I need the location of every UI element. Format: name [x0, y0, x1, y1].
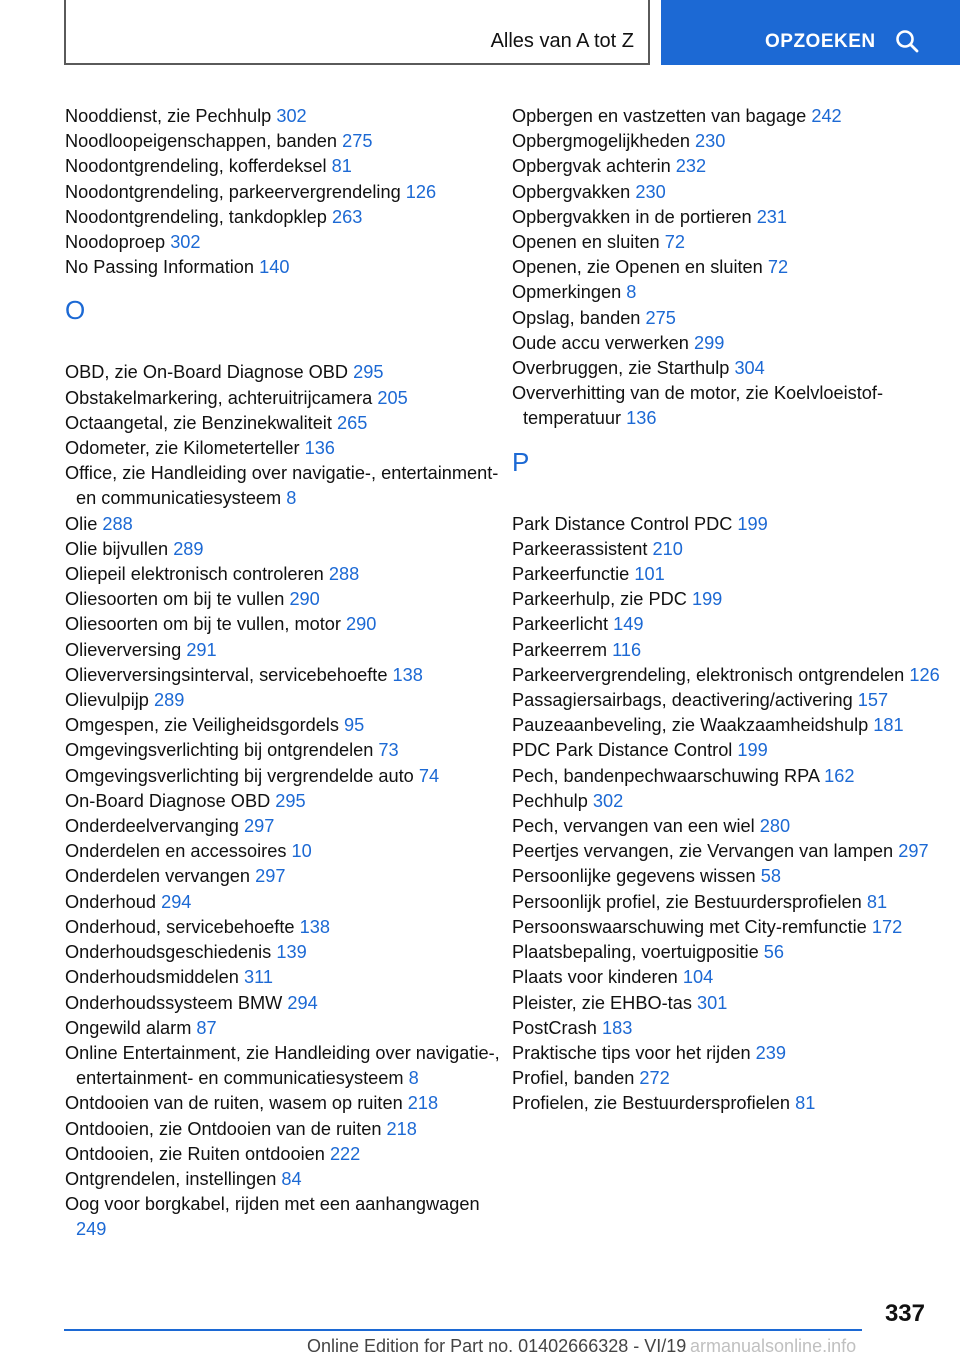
index-entry: [65, 612, 505, 637]
index-entry-text: Onderhoudssysteem BMW: [65, 992, 283, 1013]
index-entry: [65, 154, 505, 179]
index-entry: [512, 839, 952, 864]
index-entry: [65, 814, 505, 839]
page-reference-link[interactable]: 230: [695, 131, 726, 152]
index-entry-text: Onderhoudsgeschiedenis: [65, 942, 272, 963]
index-entry: [65, 663, 505, 688]
page-reference-link[interactable]: 10: [291, 841, 312, 862]
index-entry: [512, 180, 952, 205]
index-entry-text: Olievulpijp: [65, 690, 149, 711]
index-entry: [65, 1192, 505, 1242]
page-reference-link[interactable]: 136: [626, 408, 657, 429]
index-entry: [65, 1167, 505, 1192]
index-letter-heading: P: [512, 446, 530, 477]
page-reference-link[interactable]: 199: [737, 740, 768, 761]
index-entry: [65, 1041, 505, 1091]
index-entry: [512, 1016, 952, 1041]
index-entry: [65, 562, 505, 587]
edition-note: Online Edition for Part no. 01402666328 - VI/19: [307, 1336, 687, 1356]
index-entry-text: Praktische tips voor het rijden: [512, 1042, 751, 1063]
page-reference-link[interactable]: 295: [353, 362, 384, 383]
page-reference-link[interactable]: 280: [759, 816, 791, 837]
page-reference-link[interactable]: 138: [299, 916, 330, 937]
index-entry-text: Profiel, banden: [512, 1068, 635, 1089]
page-reference-link[interactable]: 297: [243, 816, 275, 837]
page-reference-link[interactable]: 297: [255, 866, 286, 887]
index-entry: [512, 1091, 952, 1116]
index-entry-text: Ontdooien, zie Ruiten ontdooien: [65, 1143, 325, 1164]
index-entry-text: On-Board Diagnose OBD: [65, 790, 271, 811]
page-reference-link[interactable]: 72: [664, 232, 685, 253]
index-entry-text: Peertjes vervangen, zie Vervangen van lampen: [512, 841, 894, 862]
page-reference-link[interactable]: 230: [635, 181, 666, 202]
index-entry: [512, 587, 952, 612]
index-entry-text: Persoonlijke gegevens wissen: [512, 866, 756, 887]
search-button[interactable]: [661, 0, 960, 65]
index-entry: [65, 965, 505, 990]
index-entry-text: Profielen, zie Bestuurdersprofielen: [512, 1093, 791, 1114]
index-entry-text: Onderdelen vervangen: [65, 866, 251, 887]
index-entry-text: Obstakelmarkering, achteruitrijcamera: [65, 387, 373, 408]
index-entry: [65, 537, 505, 562]
page-reference-link[interactable]: 299: [693, 332, 725, 353]
section-tab[interactable]: [64, 0, 650, 65]
index-entry-text: Opbergvak achterin: [512, 156, 671, 177]
index-entry-text: Openen en sluiten: [512, 232, 660, 253]
page-reference-link[interactable]: 81: [866, 891, 888, 912]
index-entry: [65, 738, 505, 763]
index-entry-text: Pauzeaanbeveling, zie Waakzaamheidshulp: [512, 715, 869, 736]
index-entry-text: Parkeervergrendeling, elektronisch ontgrendelen: [512, 664, 905, 685]
index-entry-text: Opbergvakken in de portieren: [512, 206, 752, 227]
index-entry: [65, 864, 505, 889]
index-entry-text: Noodloopeigenschappen, banden: [65, 131, 338, 152]
page-reference-link[interactable]: 231: [756, 206, 788, 227]
page-reference-link[interactable]: 149: [613, 614, 644, 635]
page-reference-link[interactable]: 304: [734, 358, 765, 379]
index-entry-text: Ontdooien, zie Ontdooien van de ruiten: [65, 1118, 382, 1139]
index-entry: [512, 764, 952, 789]
index-entry-text: Office, zie Handleiding over navigatie-, entertainment- en communicatiesysteem: [65, 463, 499, 509]
index-entry: [65, 940, 505, 965]
index-entry-text: PDC Park Distance Control: [512, 740, 733, 761]
index-entry-text: Ongewild alarm: [65, 1017, 192, 1038]
page-reference-link[interactable]: 140: [259, 257, 290, 278]
index-entry: [512, 915, 952, 940]
index-entry-text: Pech, vervangen van een wiel: [512, 816, 755, 837]
page-reference-link[interactable]: 72: [767, 257, 789, 278]
page-reference-link[interactable]: 8: [408, 1068, 419, 1089]
index-entry-text: Olieverversing: [65, 639, 182, 660]
index-entry-text: Oliesoorten om bij te vullen: [65, 589, 285, 610]
index-entry: [512, 230, 952, 255]
index-entry-text: Noodontgrendeling, parkeervergrendeling: [65, 181, 401, 202]
index-entry: [65, 360, 505, 385]
index-entry: [512, 205, 952, 230]
index-entry-text: Omgevingsverlichting bij vergrendelde auto: [65, 765, 414, 786]
index-entry: [65, 1016, 505, 1041]
footer-divider: [64, 1329, 862, 1331]
index-entry: [65, 890, 505, 915]
index-entry: [65, 180, 505, 205]
page-reference-link[interactable]: 157: [857, 690, 889, 711]
index-entry: [65, 436, 505, 461]
index-entry: [512, 738, 952, 763]
page-reference-link[interactable]: 58: [760, 866, 781, 887]
index-entry-text: Plaats voor kinderen: [512, 967, 678, 988]
index-entry-text: Ontdooien van de ruiten, wasem op ruiten: [65, 1093, 403, 1114]
page-reference-link[interactable]: 87: [196, 1017, 217, 1038]
magnifier-icon: [895, 29, 921, 55]
index-entry: [512, 991, 952, 1016]
page-reference-link[interactable]: 265: [336, 412, 368, 433]
index-entry: [512, 890, 952, 915]
page-reference-link[interactable]: 311: [243, 967, 273, 988]
index-column-right: [512, 104, 952, 1117]
index-entry: [512, 381, 952, 431]
index-entry: [65, 255, 505, 280]
page-reference-link[interactable]: 218: [407, 1093, 439, 1114]
page-reference-link[interactable]: 8: [286, 488, 297, 509]
page-reference-link[interactable]: 272: [639, 1068, 670, 1089]
index-entry: [512, 331, 952, 356]
index-entry-text: OBD, zie On-Board Diagnose OBD: [65, 362, 349, 383]
page-reference-link[interactable]: 8: [626, 282, 637, 303]
index-entry: [65, 512, 505, 537]
page-reference-link[interactable]: 199: [691, 589, 723, 610]
index-entry-text: Parkeerhulp, zie PDC: [512, 589, 687, 610]
page-reference-link[interactable]: 199: [737, 513, 768, 534]
index-entry: [65, 713, 505, 738]
index-entry: [512, 864, 952, 889]
page-reference-link[interactable]: 297: [898, 841, 929, 862]
page-reference-link[interactable]: 289: [153, 690, 185, 711]
index-entry-text: Olieverversingsinterval, servicebehoefte: [65, 664, 388, 685]
index-entry-text: Odometer, zie Kilometerteller: [65, 438, 300, 459]
page-reference-link[interactable]: 101: [634, 564, 665, 585]
page-reference-link[interactable]: 302: [592, 790, 624, 811]
index-entry-text: Oliepeil elektronisch controleren: [65, 564, 324, 585]
page-reference-link[interactable]: 139: [276, 942, 307, 963]
page-reference-link[interactable]: 210: [652, 538, 683, 559]
index-entry: [65, 205, 505, 230]
index-entry-text: Park Distance Control PDC: [512, 513, 733, 534]
index-entry-text: Persoonswaarschuwing met City-remfunctie: [512, 916, 867, 937]
index-entry-text: Overbruggen, zie Starthulp: [512, 358, 730, 379]
index-entry-text: Noodontgrendeling, kofferdeksel: [65, 156, 327, 177]
page-reference-link[interactable]: 295: [275, 790, 306, 811]
page-reference-link[interactable]: 218: [386, 1118, 417, 1139]
index-entry-text: Onderdeelvervanging: [65, 816, 239, 837]
index-entry-text: Opbergmogelijkheden: [512, 131, 690, 152]
index-entry: [65, 411, 505, 436]
page-reference-link[interactable]: 288: [328, 564, 360, 585]
page-reference-link[interactable]: 74: [418, 765, 440, 786]
page-reference-link[interactable]: 275: [645, 307, 676, 328]
index-entry: [65, 789, 505, 814]
index-entry: [65, 915, 505, 940]
page-reference-link[interactable]: 301: [696, 992, 728, 1013]
index-entry-text: Omgevingsverlichting bij ontgrendelen: [65, 740, 374, 761]
page-reference-link[interactable]: 84: [281, 1168, 302, 1189]
index-entry: [512, 562, 952, 587]
index-entry: [512, 789, 952, 814]
index-entry-text: Opbergvakken: [512, 181, 631, 202]
index-entry: [512, 713, 952, 738]
index-entry: [512, 663, 952, 688]
index-letter-heading: O: [65, 295, 86, 326]
index-entry: [65, 230, 505, 255]
page-reference-link[interactable]: 302: [170, 232, 201, 253]
page-reference-link[interactable]: 205: [377, 387, 408, 408]
page-number: 337: [884, 1300, 925, 1327]
page-reference-link[interactable]: 291: [186, 639, 217, 660]
index-entry: [512, 129, 952, 154]
page-reference-link[interactable]: 73: [378, 740, 399, 761]
page-reference-link[interactable]: 138: [392, 664, 423, 685]
index-entry: [512, 306, 952, 331]
index-entry-text: Oliesoorten om bij te vullen, motor: [65, 614, 341, 635]
page-reference-link[interactable]: 104: [682, 967, 714, 988]
index-entry-text: Persoonlijk profiel, zie Bestuurdersprofielen: [512, 891, 862, 912]
index-entry-text: Parkeerassistent: [512, 538, 648, 559]
index-entry: [65, 104, 505, 129]
index-entry-text: PostCrash: [512, 1017, 597, 1038]
page-reference-link[interactable]: 232: [675, 156, 707, 177]
index-entry-text: Parkeerlicht: [512, 614, 609, 635]
index-entry: [512, 814, 952, 839]
page-reference-link[interactable]: 162: [824, 765, 855, 786]
index-entry: [65, 461, 505, 511]
page-reference-link[interactable]: 290: [346, 614, 377, 635]
index-entry-text: Online Entertainment, zie Handleiding over navigatie-, entertainment- en communicatiesysteem: [65, 1042, 500, 1089]
page-reference-link[interactable]: 126: [405, 181, 437, 202]
index-entry-text: Omgespen, zie Veiligheidsgordels: [65, 715, 339, 736]
index-entry-text: Ontgrendelen, instellingen: [65, 1168, 277, 1189]
index-entry: [65, 386, 505, 411]
index-entry-text: Noodoproep: [65, 232, 166, 253]
index-entry: [65, 638, 505, 663]
page-reference-link[interactable]: 294: [161, 891, 192, 912]
index-entry-text: Oude accu verwerken: [512, 332, 689, 353]
index-entry-text: Nooddienst, zie Pechhulp: [65, 106, 272, 126]
index-entry: [512, 1041, 952, 1066]
index-entry-text: Openen, zie Openen en sluiten: [512, 257, 763, 278]
page-reference-link[interactable]: 183: [601, 1017, 633, 1038]
index-entry: [65, 688, 505, 713]
page-reference-link[interactable]: 81: [331, 156, 352, 177]
index-entry-text: Pech, bandenpechwaarschuwing RPA: [512, 765, 820, 786]
index-entry: [512, 104, 952, 129]
index-entry: [512, 280, 952, 305]
index-entry-text: Onderhoud, servicebehoefte: [65, 916, 295, 937]
index-entry: [512, 537, 952, 562]
index-entry-text: Onderhoud: [65, 891, 157, 912]
index-entry-text: Noodontgrendeling, tankdopklep: [65, 206, 327, 227]
page-reference-link[interactable]: 181: [873, 715, 904, 736]
index-entry: [512, 356, 952, 381]
index-entry: [65, 839, 505, 864]
section-title: Alles van A tot Z: [490, 30, 634, 52]
index-entry: [65, 1091, 505, 1116]
page-reference-link[interactable]: 249: [76, 1219, 107, 1240]
page-reference-link[interactable]: 116: [612, 639, 642, 660]
index-entry-text: Oververhitting van de motor, zie Koelvloeistoftemperatuur: [512, 383, 884, 429]
page-reference-link[interactable]: 288: [102, 513, 133, 534]
index-entry: [65, 764, 505, 789]
page-reference-link[interactable]: 126: [909, 664, 940, 685]
index-entry-text: Opbergen en vastzetten van bagage: [512, 106, 807, 126]
index-entry-text: Opslag, banden: [512, 307, 641, 328]
index-entry-text: Octaangetal, zie Benzinekwaliteit: [65, 412, 332, 433]
page-reference-link[interactable]: 239: [755, 1042, 786, 1063]
index-entry: [512, 965, 952, 990]
index-entry-text: Olie: [65, 513, 98, 534]
index-entry-text: Onderhoudsmiddelen: [65, 967, 239, 988]
page-reference-link[interactable]: 242: [811, 106, 842, 126]
index-entry-text: Onderdelen en accessoires: [65, 841, 287, 862]
index-entry-text: Pleister, zie EHBO-tas: [512, 992, 692, 1013]
index-entry: [512, 688, 952, 713]
page-reference-link[interactable]: 263: [331, 206, 363, 227]
index-entry: [65, 1142, 505, 1167]
page-reference-link[interactable]: 294: [287, 992, 318, 1013]
page-reference-link[interactable]: 302: [276, 106, 307, 126]
index-entry-text: Parkeerfunctie: [512, 564, 630, 585]
index-entry: [65, 1117, 505, 1142]
index-entry: [65, 129, 505, 154]
index-entry: [512, 154, 952, 179]
index-entry: [512, 612, 952, 637]
index-entry-text: No Passing Information: [65, 257, 255, 278]
page-reference-link[interactable]: 172: [871, 916, 903, 937]
index-entry: [65, 587, 505, 612]
index-entry: [512, 255, 952, 280]
search-button-label: OPZOEKEN: [765, 31, 876, 52]
page-reference-link[interactable]: 222: [329, 1143, 361, 1164]
index-column-left: [65, 104, 505, 1243]
index-entry: [512, 940, 952, 965]
index-entry-text: Opmerkingen: [512, 282, 622, 303]
page-reference-link[interactable]: 81: [795, 1093, 816, 1114]
page-reference-link[interactable]: 56: [763, 942, 785, 963]
page-reference-link[interactable]: 95: [344, 715, 365, 736]
page-reference-link[interactable]: 290: [289, 589, 320, 610]
index-entry-text: Oog voor borgkabel, rijden met een aanhangwagen: [65, 1194, 480, 1215]
page-reference-link[interactable]: 289: [173, 538, 204, 559]
index-entry: [512, 1066, 952, 1091]
index-entry: [512, 512, 952, 537]
index-entry-text: Pechhulp: [512, 790, 588, 811]
watermark: armanualsonline.info: [690, 1336, 857, 1356]
index-entry-text: Passagiersairbags, deactivering/activering: [512, 690, 853, 711]
page-reference-link[interactable]: 275: [342, 131, 373, 152]
page-reference-link[interactable]: 136: [304, 438, 335, 459]
index-entry: [65, 991, 505, 1016]
index-entry-text: Parkeerrem: [512, 639, 608, 660]
index-entry: [512, 638, 952, 663]
index-entry-text: Olie bijvullen: [65, 538, 169, 559]
index-entry-text: Plaatsbepaling, voertuigpositie: [512, 942, 759, 963]
